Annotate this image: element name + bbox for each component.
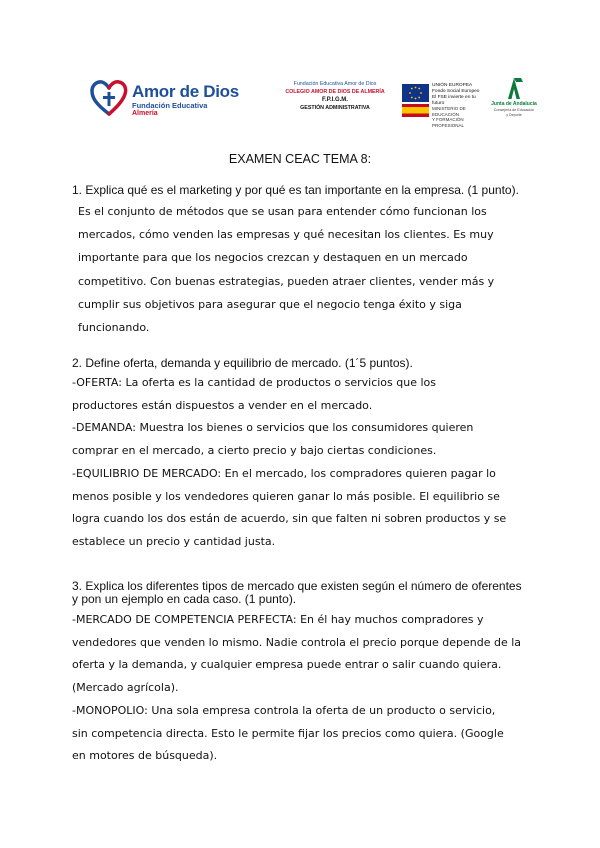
brand-city: Almería xyxy=(132,110,158,117)
program-line: F.P.I.G.M. xyxy=(322,97,348,103)
school-line: COLEGIO AMOR DE DIOS DE ALMERÍA xyxy=(285,89,385,95)
junta-department: Consejería de Educación y Deporte xyxy=(493,108,535,117)
question-1: 1. Explica qué es el marketing y por qué es tan importante en la empresa. (1 punto). xyxy=(72,183,519,197)
document-header xyxy=(0,72,600,128)
eu-caption: UNIÓN EUROPEA Fondo Social Europeo El FSE invierte en tu futuro xyxy=(432,83,480,106)
question-2: 2. Define oferta, demanda y equilibrio de mercado. (1´5 puntos). xyxy=(72,356,413,370)
exam-title: EXAMEN CEAC TEMA 8: xyxy=(228,152,372,166)
foundation-line: Fundación Educativa Amor de Dios xyxy=(293,81,377,87)
answer-2: -OFERTA: La oferta es la cantidad de productos o servicios que los productores están dispuestos a vender en el mercado. -DEMANDA: Muestra los bienes o servicios que los consumidores quieren comprar en el mercado, a cierto precio y bajo ciertas condiciones. -EQUILIBRIO DE MERCADO: En el mercado, los compradores quieren pagar lo menos posible y los vendedores quieren ganar lo más posible. El equilibrio se logra cuando los dos están de acuerdo, sin que falten ni sobren productos y se establece un precio y cantidad justa. xyxy=(72,376,507,548)
junta-name: Junta de Andalucía xyxy=(491,101,537,107)
answer-3: -MERCADO DE COMPETENCIA PERFECTA: En él hay muchos compradores y vendedores que venden lo mismo. Nadie controla el precio porque depende de la oferta y la demanda, y cualquier empresa puede entrar o salir cuando quiera. (Mercado agrícola). -MONOPOLIO: Una sola empresa controla la oferta de un producto o servicio, sin competencia directa. Esto le permite fijar los precios como quiera. (Google en motores de búsqueda). xyxy=(72,613,522,763)
eu-funding-logos xyxy=(402,82,484,128)
junta-andalucia-logo xyxy=(490,74,538,122)
question-3: 3. Explica los diferentes tipos de mercado que existen según el número de oferentes y pon un ejemplo en cada caso. (1 punto). xyxy=(72,579,522,606)
brand-name: Amor de Dios xyxy=(132,82,239,101)
answer-1: Es el conjunto de métodos que se usan para entender cómo funcionan los mercados, cómo venden las empresas y qué necesitan los clientes. Es muy importante para que los negocios crezcan y destaquen en un mercado competitivo. Con buenas estrategias, pueden atraer clientes, vender más y cumplir sus objetivos para asegurar que el negocio tenga éxito y siga funcionando. xyxy=(78,205,495,335)
heart-cross-logo-icon xyxy=(88,78,130,120)
course-line: GESTIÓN ADMINISTRATIVA xyxy=(300,105,370,111)
school-heading xyxy=(280,80,390,112)
junta-andalucia-icon xyxy=(490,74,538,102)
spain-flag-icon xyxy=(402,104,429,117)
ministry-caption: MINISTERIO DE EDUCACIÓN Y FORMACIÓN PROFESIONAL xyxy=(432,106,466,128)
eu-flag-icon xyxy=(402,84,429,102)
amor-de-dios-logo xyxy=(88,78,238,122)
brand-subtitle: Fundación Educativa xyxy=(132,101,208,110)
